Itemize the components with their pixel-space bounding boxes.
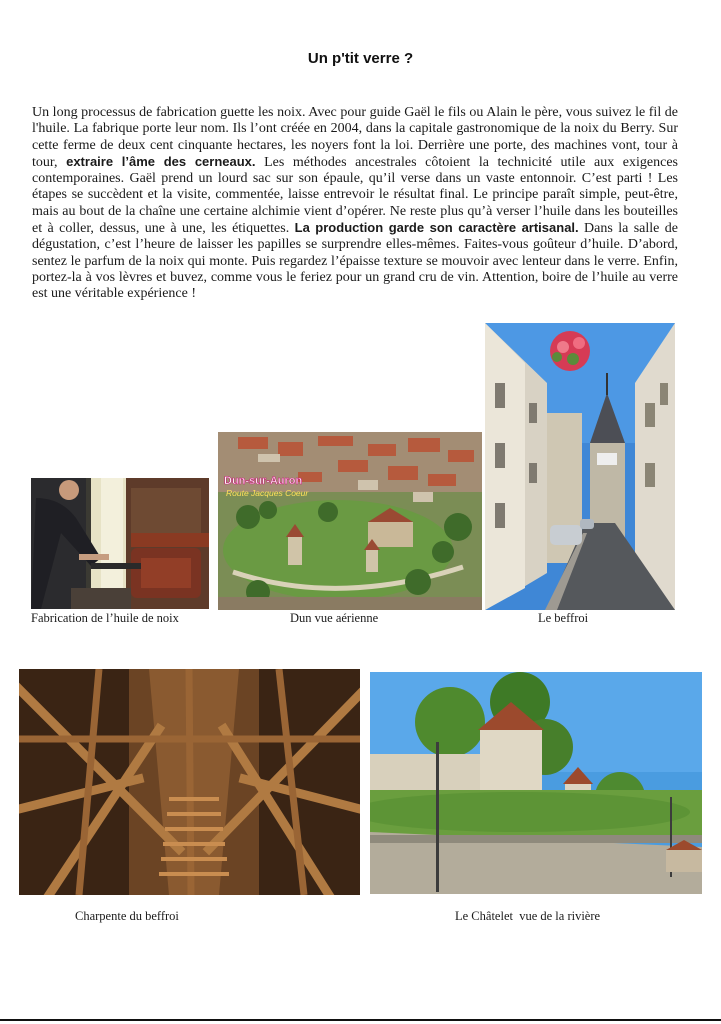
page-bottom-rule [0,1019,721,1021]
chatelet-caption: Le Châtelet vue de la rivière [455,909,601,923]
framework-caption: Charpente du beffroi [75,909,179,923]
belfry-caption: Le beffroi [538,611,589,625]
paragraph-text: Dans la salle de dégustation, c’est l’heure de laisser les papilles se surprendre elles-mêmes. Faites-vous goûteur d’huile. D’abord, sentez le parfum de la noix qui monte. Puis regardez l’épaisse texture se mouvoir avec lenteur dans le verre. Enfin, portez-la à vos lèvres et buvez, comme vous le feriez pour un grand cru de vin. Attention, boire de l’huile au verre est une véritable expérience ! [32,221,678,302]
belfry-framework-photo [19,669,360,895]
emphasis-text: extraire l’âme des cerneaux. [66,153,256,169]
aerial-overlay-title: Dun-sur-Auron [224,475,303,487]
belfry-photo [485,323,675,610]
emphasis-text: La production garde son caractère artisanal. [294,220,579,236]
oil-press-photo [31,478,209,609]
aerial-view-caption: Dun vue aérienne [290,611,379,625]
oil-press-caption: Fabrication de l’huile de noix [31,611,179,625]
chatelet-photo [370,672,702,894]
paragraph-text: Un long processus de fabrication guette les noix. Avec pour guide Gaël le fils ou Alain le père, vous suivez le fil de l'huile. La fabrique porte leur nom. Ils l’ont créée en 2004, dans la capitale gastronomique de la noix du Berry. Sur cette ferme de deux cent cinquante hectares, les noyers font la loi. Derrière une porte, des machines vont, tour à tour, [32,105,678,170]
page-title: Un p'tit verre ? [307,50,414,67]
article-body [32,105,678,303]
aerial-view-photo [218,432,482,610]
paragraph-text: Les méthodes ancestrales côtoient la technicité utile aux exigences contemporaines. Gaël prend un lourd sac sur son épaule, qu’il verse dans un vaste entonnoir. C’est parti ! Les étapes se succèdent et la visite, commentée, laisse entrevoir le résultat final. Le principe paraît simple, peut-être, mais au bout de la chaîne une certaine alchimie vient d’opérer. Ne reste plus qu’à verser l’huile dans les bouteilles et à coller, dessus, une à une, les étiquettes. [32,154,679,237]
aerial-overlay-subtitle: Route Jacques Coeur [226,488,309,498]
